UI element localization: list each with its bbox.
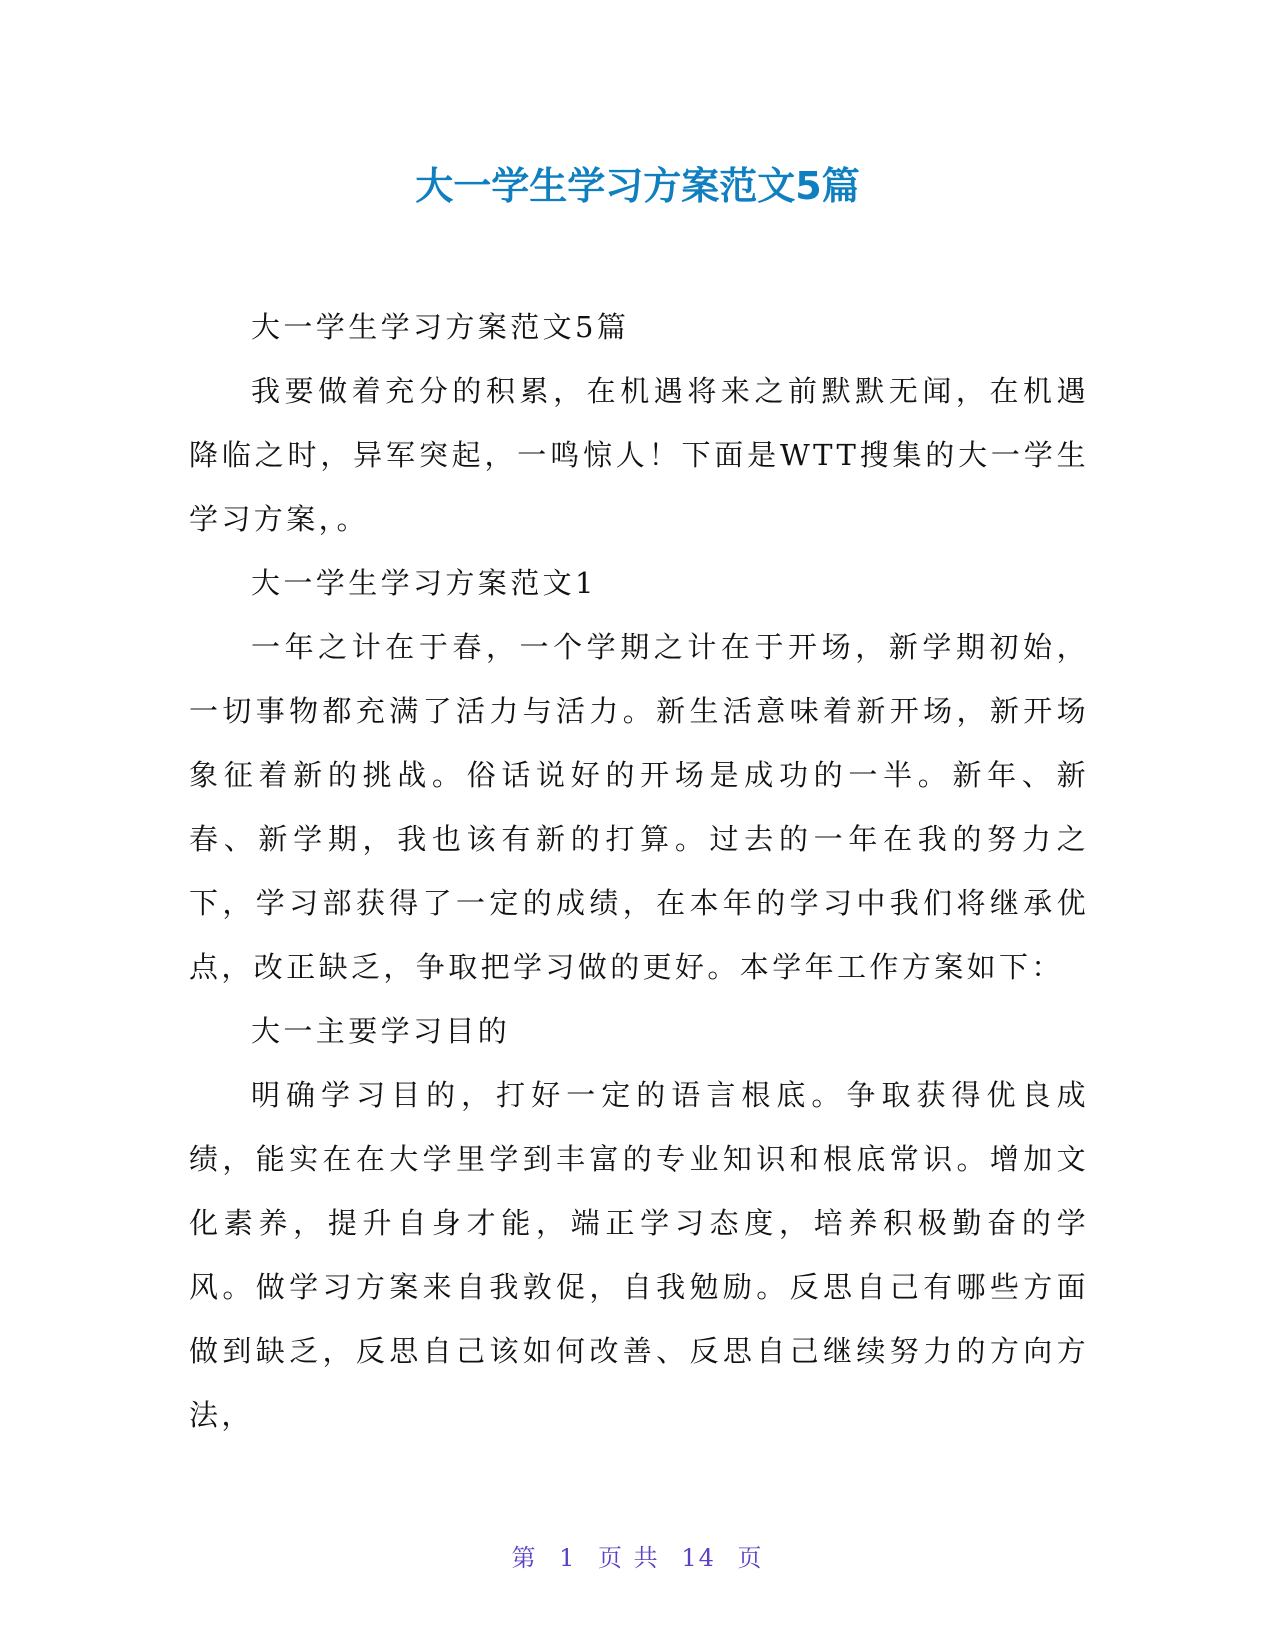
paragraph-intro: 我要做着充分的积累，在机遇将来之前默默无闻，在机遇降临之时，异军突起，一鸣惊人！下面是WTT搜集的大一学生学习方案，。 (189, 374, 1089, 536)
paragraph-section-heading: 大一学生学习方案范文1 (251, 566, 597, 600)
document-body (189, 295, 1089, 1447)
paragraph-subheading: 大一主要学习目的 (251, 1014, 511, 1048)
paragraph-subtitle: 大一学生学习方案范文5篇 (251, 310, 630, 344)
footer-middle: 页 共 (598, 1544, 660, 1572)
paragraph-body: 一年之计在于春，一个学期之计在于开场，新学期初始，一切事物都充满了活力与活力。新生活意味着新开场，新开场象征着新的挑战。俗话说好的开场是成功的一半。新年、新春、新学期，我也该有新的打算。过去的一年在我的努力之下，学习部获得了一定的成绩，在本年的学习中我们将继承优点，改正缺乏，争取把学习做的更好。本学年工作方案如下： (189, 630, 1089, 984)
footer-prefix: 第 (511, 1544, 538, 1572)
footer-current-page: 1 (559, 1544, 577, 1572)
paragraph-goals: 明确学习目的，打好一定的语言根底。争取获得优良成绩，能实在在大学里学到丰富的专业知识和根底常识。增加文化素养，提升自身才能，端正学习态度，培养积极勤奋的学风。做学习方案来自我敦促，自我勉励。反思自己有哪些方面做到缺乏，反思自己该如何改善、反思自己继续努力的方向方法， (189, 1078, 1089, 1432)
footer-total-pages: 14 (681, 1544, 716, 1572)
document-title: 大一学生学习方案范文5篇 (415, 164, 860, 208)
footer-suffix: 页 (737, 1544, 764, 1572)
page-footer (0, 1538, 1275, 1573)
